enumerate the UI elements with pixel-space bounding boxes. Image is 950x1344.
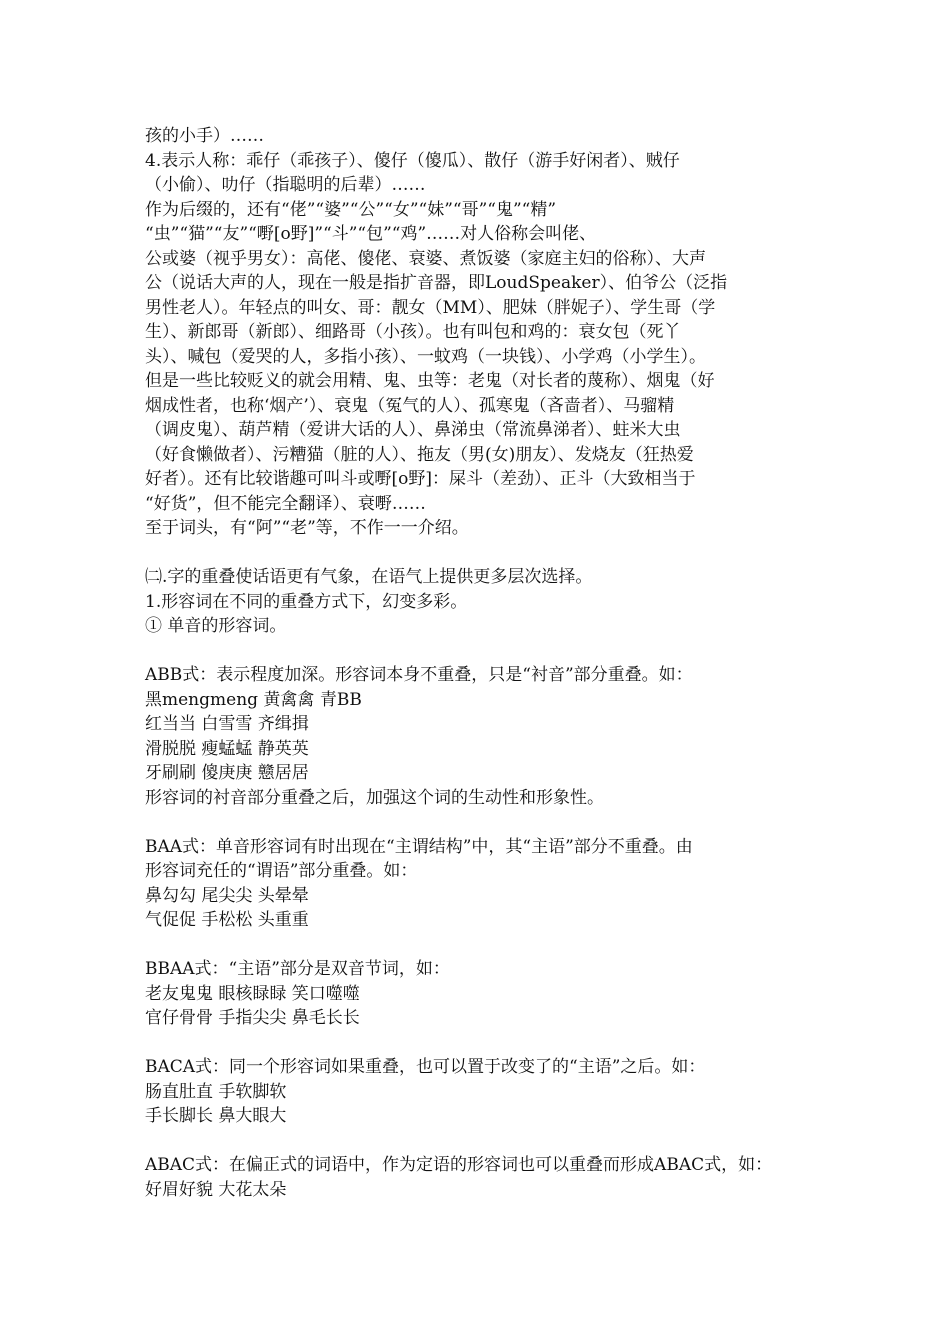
text-line: 好者）。还有比较谐趣可叫斗或嘢[o野]：屎斗（差劲）、正斗（大致相当于 xyxy=(145,469,696,489)
text-line: 孩的小手）…… xyxy=(145,126,264,146)
text-line: 生）、新郎哥（新郎）、细路哥（小孩）。也有叫包和鸡的：衰女包（死丫 xyxy=(145,322,681,342)
text-line: 1.形容词在不同的重叠方式下，幻变多彩。 xyxy=(145,591,468,612)
example-line: 气促促 手松松 头重重 xyxy=(145,910,309,930)
text-line: 形容词的衬音部分重叠之后，加强这个词的生动性和形象性。 xyxy=(145,787,604,808)
example-line: 好眉好貌 大花太朵 xyxy=(145,1179,287,1200)
text-line: （调皮鬼）、葫芦精（爱讲大话的人）、鼻涕虫（常流鼻涕者）、蛀米大虫 xyxy=(145,420,681,440)
blank-line xyxy=(145,810,825,835)
text-line: 公（说话大声的人，现在一般是指扩音器，即LoudSpeaker）、伯爷公（泛指 xyxy=(145,273,728,293)
example-line: 手长脚长 鼻大眼大 xyxy=(145,1106,287,1126)
blank-line xyxy=(145,541,825,566)
text-line: ABAC式：在偏正式的词语中，作为定语的形容词也可以重叠而形成ABAC式，如： xyxy=(145,1155,773,1175)
example-line: 牙刷刷 傻庚庚 戆居居 xyxy=(145,763,309,783)
text-line: 头）、喊包（爱哭的人，多指小孩）、一蚊鸡（一块钱）、小学鸡（小学生）。 xyxy=(145,346,706,367)
blank-line xyxy=(145,639,825,664)
example-line: 官仔骨骨 手指尖尖 鼻毛长长 xyxy=(145,1008,360,1028)
blank-line xyxy=(145,1031,825,1056)
section-heading: ㈡.字的重叠使话语更有气象，在语气上提供更多层次选择。 xyxy=(145,567,593,587)
text-line: 至于词头，有“阿”“老”等，不作一一介绍。 xyxy=(145,518,469,538)
text-line: BAA式：单音形容词有时出现在“主谓结构”中，其“主语”部分不重叠。由 xyxy=(145,836,693,857)
blank-line xyxy=(145,1129,825,1154)
example-line: 老友鬼鬼 眼核睩睩 笑口噬噬 xyxy=(145,983,360,1004)
text-line: ABB式：表示程度加深。形容词本身不重叠，只是“衬音”部分重叠。如： xyxy=(145,665,693,685)
example-line: 肠直肚直 手软脚软 xyxy=(145,1081,287,1102)
text-line: 男性老人）。年轻点的叫女、哥：靓女（MM）、肥妹（胖妮子）、学生哥（学 xyxy=(145,297,716,318)
text-line: BBAA式：“主语”部分是双音节词，如： xyxy=(145,959,450,979)
text-line: BACA式：同一个形容词如果重叠，也可以置于改变了的“主语”之后。如： xyxy=(145,1057,706,1077)
text-line: “好货”，但不能完全翻译）、衰嘢…… xyxy=(145,493,426,514)
text-line: 形容词充任的“谓语”部分重叠。如： xyxy=(145,861,418,881)
text-line: 作为后缀的，还有“佬”“婆”“公”“女”“妹”“哥”“鬼”“精” xyxy=(145,199,557,220)
example-line: 滑脱脱 瘦蜢蜢 静英英 xyxy=(145,738,309,759)
example-line: 鼻勾勾 尾尖尖 头晕晕 xyxy=(145,885,309,906)
document-body xyxy=(145,124,825,1202)
text-line: 公或婆（视乎男女）：高佬、傻佬、衰婆、煮饭婆（家庭主妇的俗称）、大声 xyxy=(145,248,706,269)
example-line: 红当当 白雪雪 齐缉揖 xyxy=(145,714,309,734)
text-line: 但是一些比较贬义的就会用精、鬼、虫等：老鬼（对长者的蔑称）、烟鬼（好 xyxy=(145,371,715,391)
text-line: ① 单音的形容词。 xyxy=(145,616,287,636)
blank-line xyxy=(145,933,825,958)
text-line: （小偷）、叻仔（指聪明的后辈）…… xyxy=(145,175,426,195)
text-line: “虫”“猫”“友”“嘢[o野]”“斗”“包”“鸡”……对人俗称会叫佬、 xyxy=(145,224,597,244)
text-line: （好食懒做者）、污糟猫（脏的人）、拖友（男(女)朋友）、发烧友（狂热爱 xyxy=(145,444,694,465)
example-line: 黑mengmeng 黄禽禽 青BB xyxy=(145,689,362,710)
text-line: 烟成性者，也称‘烟产’）、衰鬼（冤气的人）、孤寒鬼（吝啬者）、马骝精 xyxy=(145,395,675,416)
text-line: 4.表示人称：乖仔（乖孩子）、傻仔（傻瓜）、散仔（游手好闲者）、贼仔 xyxy=(145,150,680,171)
